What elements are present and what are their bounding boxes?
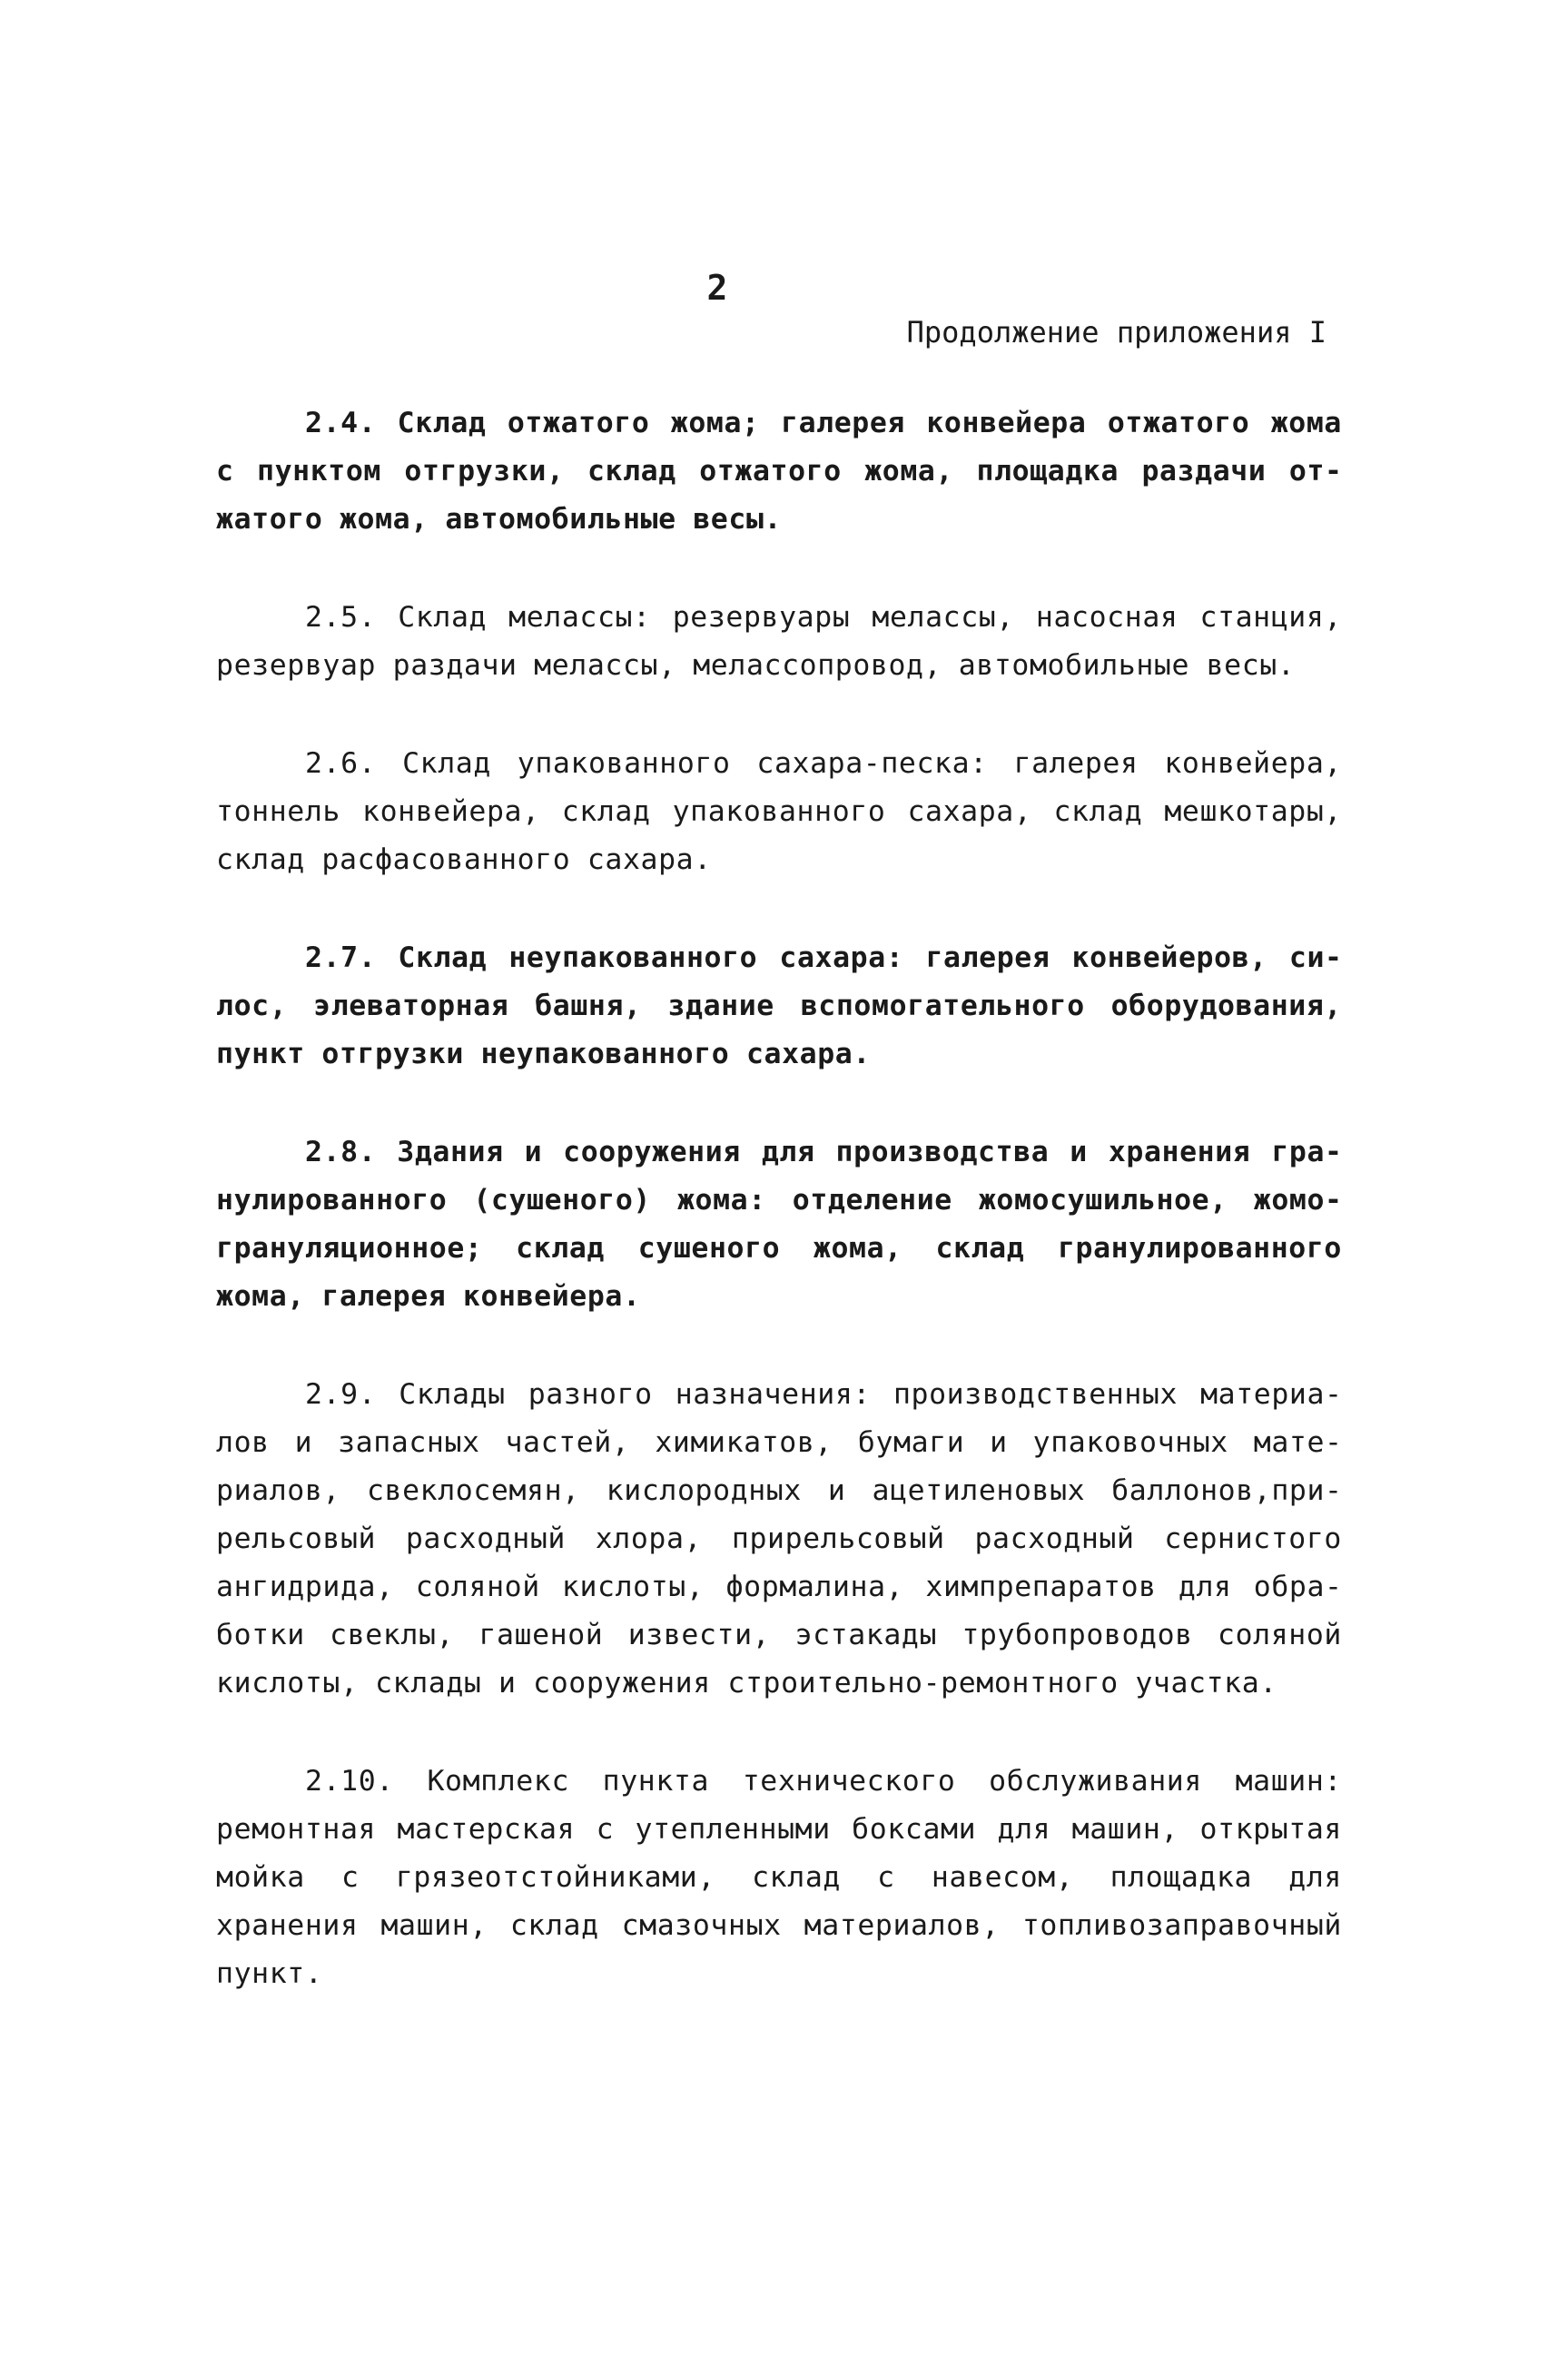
paragraph-2-8: 2.8. Здания и сооружения для производства и хранения гранулированного (сушеного) жома: отделение жомосушильное, жомогрануляционное; склад сушеного жома, склад гранулированного жома, галерея конвейера. — [216, 1136, 1342, 1313]
appendix-continuation-note: Продолжение приложения I — [906, 315, 1326, 350]
paragraph-2-5: 2.5. Склад мелассы: резервуары мелассы, насосная станция, резервуар раздачи мелассы, мелассопровод, автомобильные весы. — [216, 601, 1342, 682]
paragraph-2-6: 2.6. Склад упакованного сахара-песка: галерея конвейера, тоннель конвейера, склад упакованного сахара, склад мешкотары, склад расфасованного сахара. — [216, 747, 1342, 876]
document-body — [216, 399, 1342, 1998]
paragraph-2-4: 2.4. Склад отжатого жома; галерея конвейера отжатого жома с пунктом отгрузки, склад отжатого жома, площадка раздачи отжатого жома, автомобильные весы. — [216, 407, 1342, 536]
paragraph-2-7: 2.7. Склад неупакованного сахара: галерея конвейеров, силос, элеваторная башня, здание вспомогательного оборудования, пункт отгрузки неупакованного сахара. — [216, 941, 1342, 1070]
page-number: 2 — [706, 268, 728, 308]
paragraph-2-10: 2.10. Комплекс пункта технического обслуживания машин: ремонтная мастерская с утепленными боксами для машин, открытая мойка с грязеотстойниками, склад с навесом, площадка для хранения машин, склад смазочных материалов, топливозаправочный пункт. — [216, 1765, 1342, 1990]
paragraph-2-9: 2.9. Склады разного назначения: производственных материалов и запасных частей, химикатов, бумаги и упаковочных материалов, свеклосемян, кислородных и ацетиленовых баллонов,прирельсовый расходный хлора, прирельсовый расходный сернистого ангидрида, соляной кислоты, формалина, химпрепаратов для обработки свеклы, гашеной извести, эстакады трубопроводов соляной кислоты, склады и сооружения строительно-ремонтного участка. — [216, 1378, 1342, 1700]
